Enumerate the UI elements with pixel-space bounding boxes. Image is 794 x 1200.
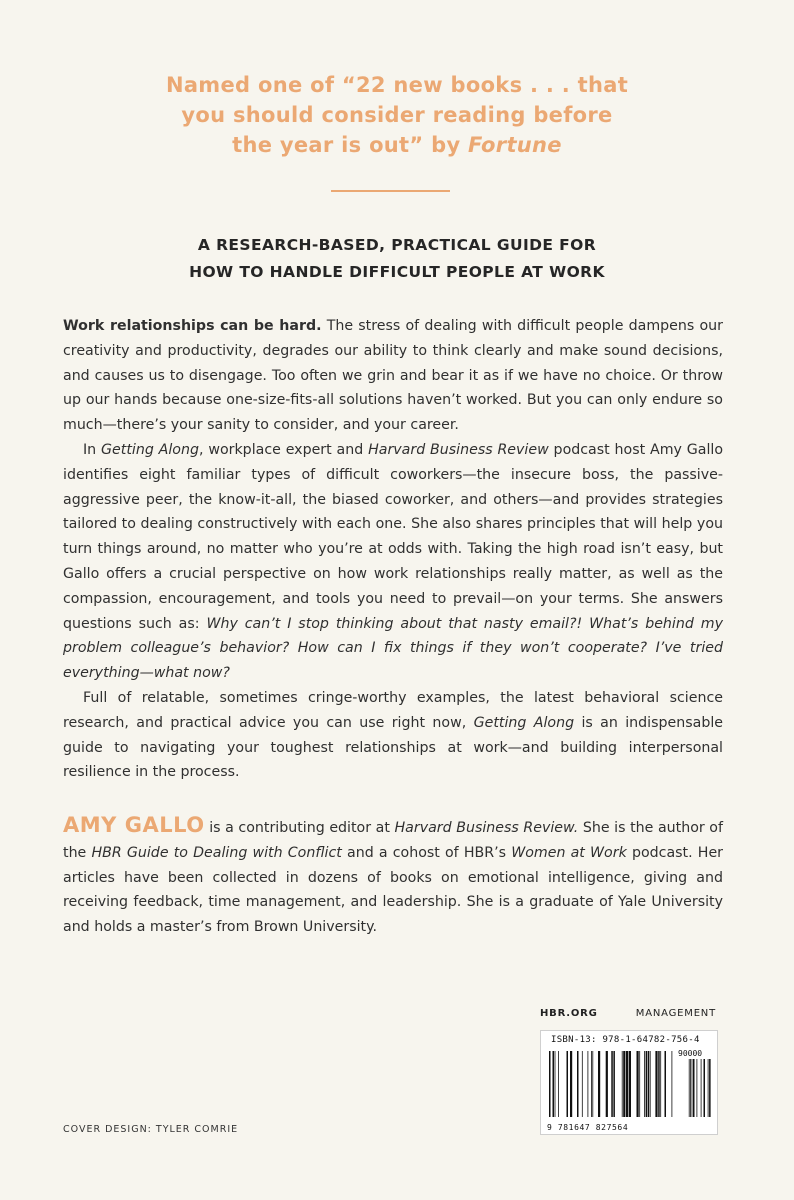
p3-text-a: Full of relatable, sometimes cringe-worthy examples, the latest behavioral science research, and practical advice you can use right now, [63, 689, 723, 731]
description-p1-text: The stress of dealing with difficult people dampens our creativity and productivity, degrades our ability to think clearly and make sound decisions, and causes us to disengage. Too often we grin and bear it as if we have no choice. Or throw up our hands because one-size-fits-all solutions haven’t worked. But you can only endure so much—there’s your sanity to consider, and your career. [63, 318, 723, 434]
p2-text-a: In [83, 441, 102, 458]
publisher-site: HBR.ORG [540, 1008, 598, 1019]
author-name: AMY GALLO [63, 813, 205, 837]
category-label: MANAGEMENT [635, 1008, 716, 1019]
isbn-barcode [540, 1030, 718, 1135]
description-paragraph-3 [63, 686, 723, 785]
headline [0, 232, 794, 286]
bio-hbr: Harvard Business Review. [394, 820, 579, 836]
isbn-text: ISBN-13: 978-1-64782-756-4 [551, 1035, 700, 1045]
hbr-ref: Harvard Business Review [368, 441, 549, 458]
description-paragraph-2 [63, 438, 723, 686]
price-addon: 90000 [678, 1049, 703, 1058]
divider-rule [331, 190, 450, 192]
p3-text-b: is an indispensable guide to navigating your toughest relationships at work—and building interpersonal resilience in the process. [63, 714, 724, 781]
book-title-ref-2: Getting Along [473, 714, 575, 731]
headline-line-1: A RESEARCH-BASED, PRACTICAL GUIDE FOR [197, 236, 597, 254]
author-bio [63, 813, 723, 940]
bio-text-a: is a contributing editor at [204, 820, 395, 836]
bio-text-b: She is the author of the [63, 820, 723, 861]
cover-design-credit: COVER DESIGN: TYLER COMRIE [63, 1124, 239, 1135]
quote-publication: Fortune [468, 133, 562, 157]
bio-guide-title: HBR Guide to Dealing with Conflict [91, 844, 342, 861]
description-lead: Work relationships can be hard. [63, 318, 322, 334]
description-paragraph-1 [63, 314, 723, 438]
bio-text-c: and a cohost of HBR’s [341, 844, 512, 861]
p2-text-b: , workplace expert and [199, 441, 369, 458]
barcode-digits: 9 781647 827564 [547, 1123, 629, 1132]
headline-line-2: HOW TO HANDLE DIFFICULT PEOPLE AT WORK [189, 263, 605, 281]
quote-line-2: you should consider reading before [181, 103, 613, 127]
quote-line-1: Named one of “22 new books . . . that [165, 73, 629, 97]
quote-line-3-text: the year is out” by [232, 133, 469, 157]
book-title-ref: Getting Along [101, 441, 199, 458]
p2-questions: Why can’t I stop thinking about that nasty email?! What’s behind my problem colleague’s behavior? How can I fix things if they won’t cooperate? I’ve tried everything—what now? [63, 615, 723, 682]
book-description [63, 314, 723, 785]
bio-podcast-title: Women at Work [511, 844, 627, 861]
p2-text-c: podcast host Amy Gallo identifies eight familiar types of difficult coworkers—the insecure boss, the passive-aggressive peer, the know-it-all, the biased coworker, and others—and provides strategies tailored to dealing constructively with each one. She also shares principles that will help you turn things around, no matter who you’re at odds with. Taking the high road isn’t easy, but Gallo offers a crucial perspective on how work relationships really matter, as well as the compassion, encouragement, and tools you need to prevail—on your terms. She answers questions such as: [63, 441, 724, 632]
endorsement-quote [0, 70, 794, 160]
bio-text-d: podcast. Her articles have been collected in dozens of books on emotional intelligence, giving and receiving feedback, time management, and leadership. She is a graduate of Yale University and holds a master’s from Brown University. [63, 844, 724, 936]
publisher-meta [540, 1008, 716, 1019]
barcode-bars [545, 1045, 713, 1131]
quote-line-3 [0, 130, 794, 160]
